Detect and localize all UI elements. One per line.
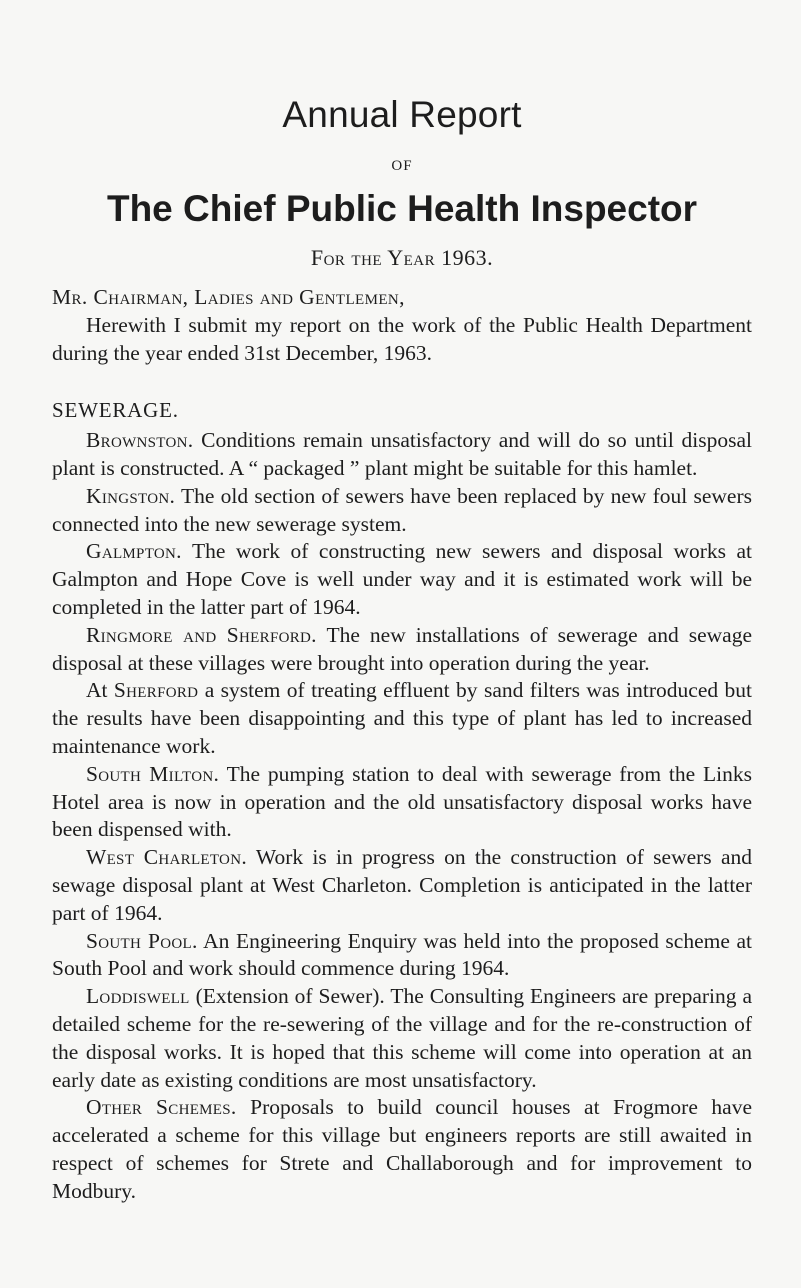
place-name: Kingston. — [86, 483, 176, 508]
section-heading-sewerage: SEWERAGE. — [52, 398, 179, 423]
report-year: For the Year 1963. — [310, 245, 494, 270]
paragraph-loddiswell — [52, 983, 752, 1094]
paragraph-south-milton — [52, 761, 752, 844]
paragraph-other-schemes — [52, 1094, 752, 1205]
place-name: Other Schemes. — [86, 1095, 237, 1120]
place-name: Galmpton. — [86, 539, 182, 564]
place-name: Ringmore and Sherford. — [86, 622, 317, 647]
paragraph-galmpton — [52, 538, 752, 621]
place-name: West Charleton. — [86, 845, 247, 870]
report-body — [52, 284, 752, 1206]
paragraph-text: The new installations of sewerage and sewage disposal at these villages were brought into operation during the year. — [52, 622, 753, 675]
place-name: Sherford — [113, 678, 199, 703]
paragraph-kingston — [52, 483, 752, 539]
paragraph-text: The work of constructing new sewers and disposal works at Galmpton and Hope Cove is well under way and it is estimated work will be completed in the latter part of 1964. — [52, 539, 752, 619]
place-name: South Pool. — [86, 928, 198, 953]
place-name: Brownston. — [86, 428, 194, 453]
paragraph-text: (Extension of Sewer). The Consulting Engineers are preparing a detailed scheme for the re-sewering of the village and for the re-construction of the disposal works. It is hoped that this scheme will come into operation at an early date as existing conditions are most unsatisfactory. — [52, 984, 752, 1092]
place-name: South Milton. — [86, 761, 220, 786]
paragraph-brownston — [52, 427, 752, 483]
salutation: Mr. Chairman, Ladies and Gentlemen, — [52, 285, 405, 309]
paragraph-text: a system of treating effluent by sand filters was introduced but the results have been disappointing and this type of plant has led to increased maintenance work. — [52, 678, 753, 758]
paragraph-text: An Engineering Enquiry was held into the proposed scheme at South Pool and work should commence during 1964. — [52, 928, 752, 981]
place-name: Loddiswell — [86, 984, 190, 1009]
paragraph-west-charleton — [52, 844, 752, 927]
report-title: Annual Report — [282, 94, 522, 135]
paragraph-text: The pumping station to deal with sewerage from the Links Hotel area is now in operation and the old unsatisfactory disposal works have been dispensed with. — [52, 761, 752, 842]
paragraph-text: Conditions remain unsatisfactory and will do so until disposal plant is constructed. A “ packaged ” plant might be suitable for this hamlet. — [52, 428, 752, 480]
report-subtitle: The Chief Public Health Inspector — [106, 188, 698, 229]
paragraph-text: The old section of sewers have been replaced by new foul sewers connected into the new sewerage system. — [52, 483, 752, 536]
paragraph-ringmore-sherford — [52, 622, 752, 678]
title-connector: OF — [391, 158, 413, 174]
paragraph-sherford-filters — [52, 677, 752, 760]
paragraph-prefix: At — [86, 678, 114, 703]
paragraph-text: Proposals to build council houses at Frogmore have accelerated a scheme for this village but engineers reports are still awaited in respect of schemes for Strete and Challaborough and for improvement to Modbury. — [52, 1095, 752, 1203]
intro-paragraph: Herewith I submit my report on the work of the Public Health Department during the year ended 31st December, 1963. — [52, 312, 752, 365]
paragraph-south-pool — [52, 928, 752, 984]
paragraph-text: Work is in progress on the construction of sewers and sewage disposal plant at West Charleton. Completion is anticipated in the latter part of 1964. — [52, 845, 752, 925]
